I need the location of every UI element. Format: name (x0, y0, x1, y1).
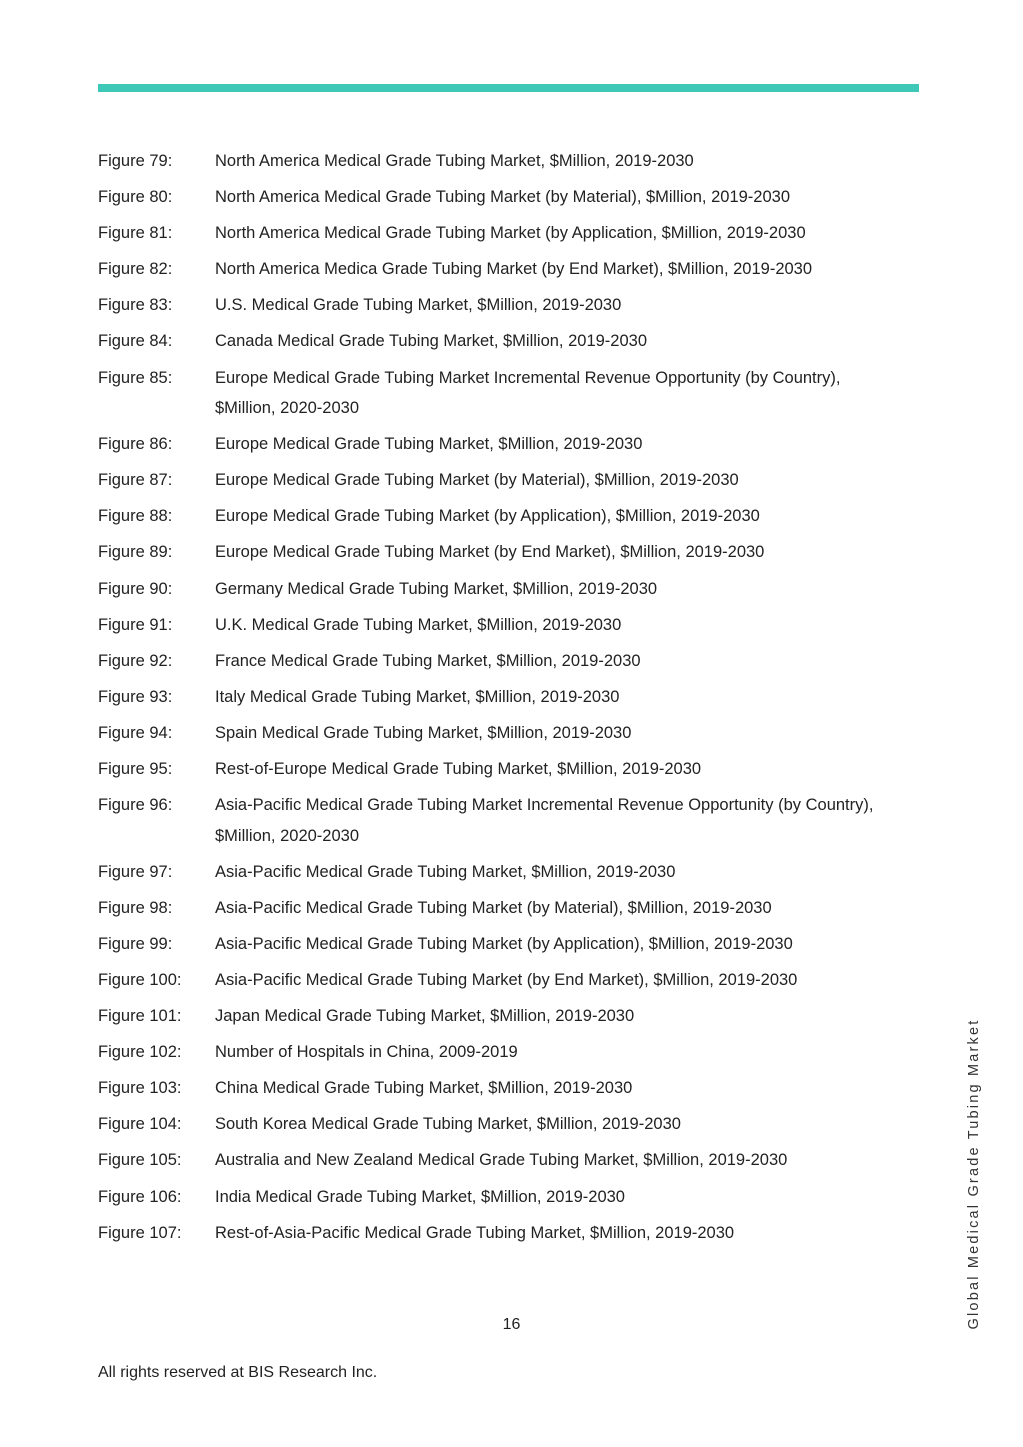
figure-title: Europe Medical Grade Tubing Market Incremental Revenue Opportunity (by Country), $Million, 2020-2030 (215, 368, 841, 418)
figure-number: Figure 100: (98, 970, 182, 989)
figure-title: Europe Medical Grade Tubing Market, $Million, 2019-2030 (215, 435, 643, 454)
list-item (98, 718, 888, 749)
figure-title: China Medical Grade Tubing Market, $Million, 2019-2030 (215, 1079, 633, 1098)
figure-number: Figure 96: (98, 796, 173, 815)
figure-title: Canada Medical Grade Tubing Market, $Million, 2019-2030 (215, 332, 647, 351)
figure-title: Europe Medical Grade Tubing Market (by End Market), $Million, 2019-2030 (215, 543, 765, 562)
figure-title: South Korea Medical Grade Tubing Market, $Million, 2019-2030 (215, 1115, 681, 1134)
figure-title: Asia-Pacific Medical Grade Tubing Market (by Application), $Million, 2019-2030 (215, 934, 793, 953)
figure-number: Figure 102: (98, 1043, 182, 1062)
list-item (98, 610, 888, 641)
list-item (98, 182, 888, 213)
list-item (98, 290, 888, 321)
figure-title: North America Medical Grade Tubing Market (by Material), $Million, 2019-2030 (215, 188, 791, 207)
list-item (98, 754, 888, 785)
figure-number: Figure 87: (98, 471, 173, 490)
figure-number: Figure 93: (98, 687, 173, 706)
figure-number: Figure 89: (98, 543, 173, 562)
figure-number: Figure 86: (98, 435, 173, 454)
copyright-footer: All rights reserved at BIS Research Inc. (98, 1364, 378, 1381)
list-item (98, 501, 888, 532)
figure-title: North America Medica Grade Tubing Market (by End Market), $Million, 2019-2030 (215, 260, 813, 279)
figure-title: Number of Hospitals in China, 2009-2019 (215, 1043, 518, 1062)
list-of-figures (98, 146, 888, 1254)
figure-title: North America Medical Grade Tubing Market, $Million, 2019-2030 (215, 152, 694, 170)
figure-number: Figure 91: (98, 615, 173, 634)
figure-number: Figure 98: (98, 898, 173, 917)
list-item (98, 646, 888, 677)
figure-number: Figure 101: (98, 1007, 182, 1026)
figure-number: Figure 106: (98, 1187, 182, 1206)
figure-number: Figure 97: (98, 862, 173, 881)
figure-title: Spain Medical Grade Tubing Market, $Million, 2019-2030 (215, 723, 632, 742)
list-item (98, 682, 888, 713)
figure-title: India Medical Grade Tubing Market, $Million, 2019-2030 (215, 1187, 625, 1206)
figure-title: Asia-Pacific Medical Grade Tubing Market (by End Market), $Million, 2019-2030 (215, 970, 798, 989)
figure-title: Europe Medical Grade Tubing Market (by Application), $Million, 2019-2030 (215, 507, 760, 526)
figure-title: France Medical Grade Tubing Market, $Million, 2019-2030 (215, 651, 641, 670)
list-item (98, 857, 888, 888)
figure-title: Rest-of-Europe Medical Grade Tubing Market, $Million, 2019-2030 (215, 760, 702, 778)
figure-title: Germany Medical Grade Tubing Market, $Million, 2019-2030 (215, 579, 658, 598)
list-item (98, 1182, 888, 1213)
list-item (98, 965, 888, 996)
figure-title: Europe Medical Grade Tubing Market (by Material), $Million, 2019-2030 (215, 471, 739, 490)
figure-number: Figure 84: (98, 332, 173, 351)
figure-title: Asia-Pacific Medical Grade Tubing Market, $Million, 2019-2030 (215, 862, 676, 881)
figure-title: Rest-of-Asia-Pacific Medical Grade Tubing Market, $Million, 2019-2030 (215, 1223, 735, 1242)
list-item (98, 465, 888, 496)
figure-number: Figure 99: (98, 934, 173, 953)
figure-number: Figure 92: (98, 651, 173, 670)
list-item (98, 790, 888, 851)
figure-number: Figure 79: (98, 152, 173, 170)
page-number: 16 (502, 1316, 521, 1333)
list-item (98, 254, 888, 285)
figure-number: Figure 85: (98, 368, 173, 387)
list-item (98, 893, 888, 924)
figure-number: Figure 90: (98, 579, 173, 598)
list-item (98, 326, 888, 357)
figure-number: Figure 94: (98, 723, 173, 742)
list-item (98, 1109, 888, 1140)
figure-number: Figure 88: (98, 507, 173, 526)
figure-number: Figure 107: (98, 1223, 182, 1242)
figure-number: Figure 82: (98, 260, 173, 279)
figure-number: Figure 80: (98, 188, 173, 207)
figure-number: Figure 103: (98, 1079, 182, 1098)
figure-title: Australia and New Zealand Medical Grade Tubing Market, $Million, 2019-2030 (215, 1151, 788, 1170)
list-item (98, 929, 888, 960)
header-accent-bar (98, 84, 919, 92)
figure-number: Figure 95: (98, 760, 173, 778)
list-item (98, 1037, 888, 1068)
figure-number: Figure 105: (98, 1151, 182, 1170)
list-item (98, 1001, 888, 1032)
list-item (98, 218, 888, 249)
figure-title: U.S. Medical Grade Tubing Market, $Million, 2019-2030 (215, 296, 622, 315)
figure-title: U.K. Medical Grade Tubing Market, $Million, 2019-2030 (215, 615, 622, 634)
figure-title: North America Medical Grade Tubing Market (by Application, $Million, 2019-2030 (215, 224, 806, 243)
report-side-title: Global Medical Grade Tubing Market (966, 1018, 982, 1330)
list-item (98, 1073, 888, 1104)
figure-number: Figure 83: (98, 296, 173, 315)
figure-title: Asia-Pacific Medical Grade Tubing Market (by Material), $Million, 2019-2030 (215, 898, 772, 917)
list-item (98, 537, 888, 568)
figure-title: Japan Medical Grade Tubing Market, $Million, 2019-2030 (215, 1007, 635, 1026)
figure-number: Figure 81: (98, 224, 173, 243)
list-item (98, 146, 888, 177)
figure-number: Figure 104: (98, 1115, 182, 1134)
list-item (98, 574, 888, 605)
list-item (98, 363, 888, 424)
figure-title: Asia-Pacific Medical Grade Tubing Market Incremental Revenue Opportunity (by Country), $Million, 2020-2030 (215, 796, 874, 845)
list-item (98, 1145, 888, 1176)
list-item (98, 429, 888, 460)
figure-title: Italy Medical Grade Tubing Market, $Million, 2019-2030 (215, 687, 620, 706)
list-item (98, 1218, 888, 1249)
